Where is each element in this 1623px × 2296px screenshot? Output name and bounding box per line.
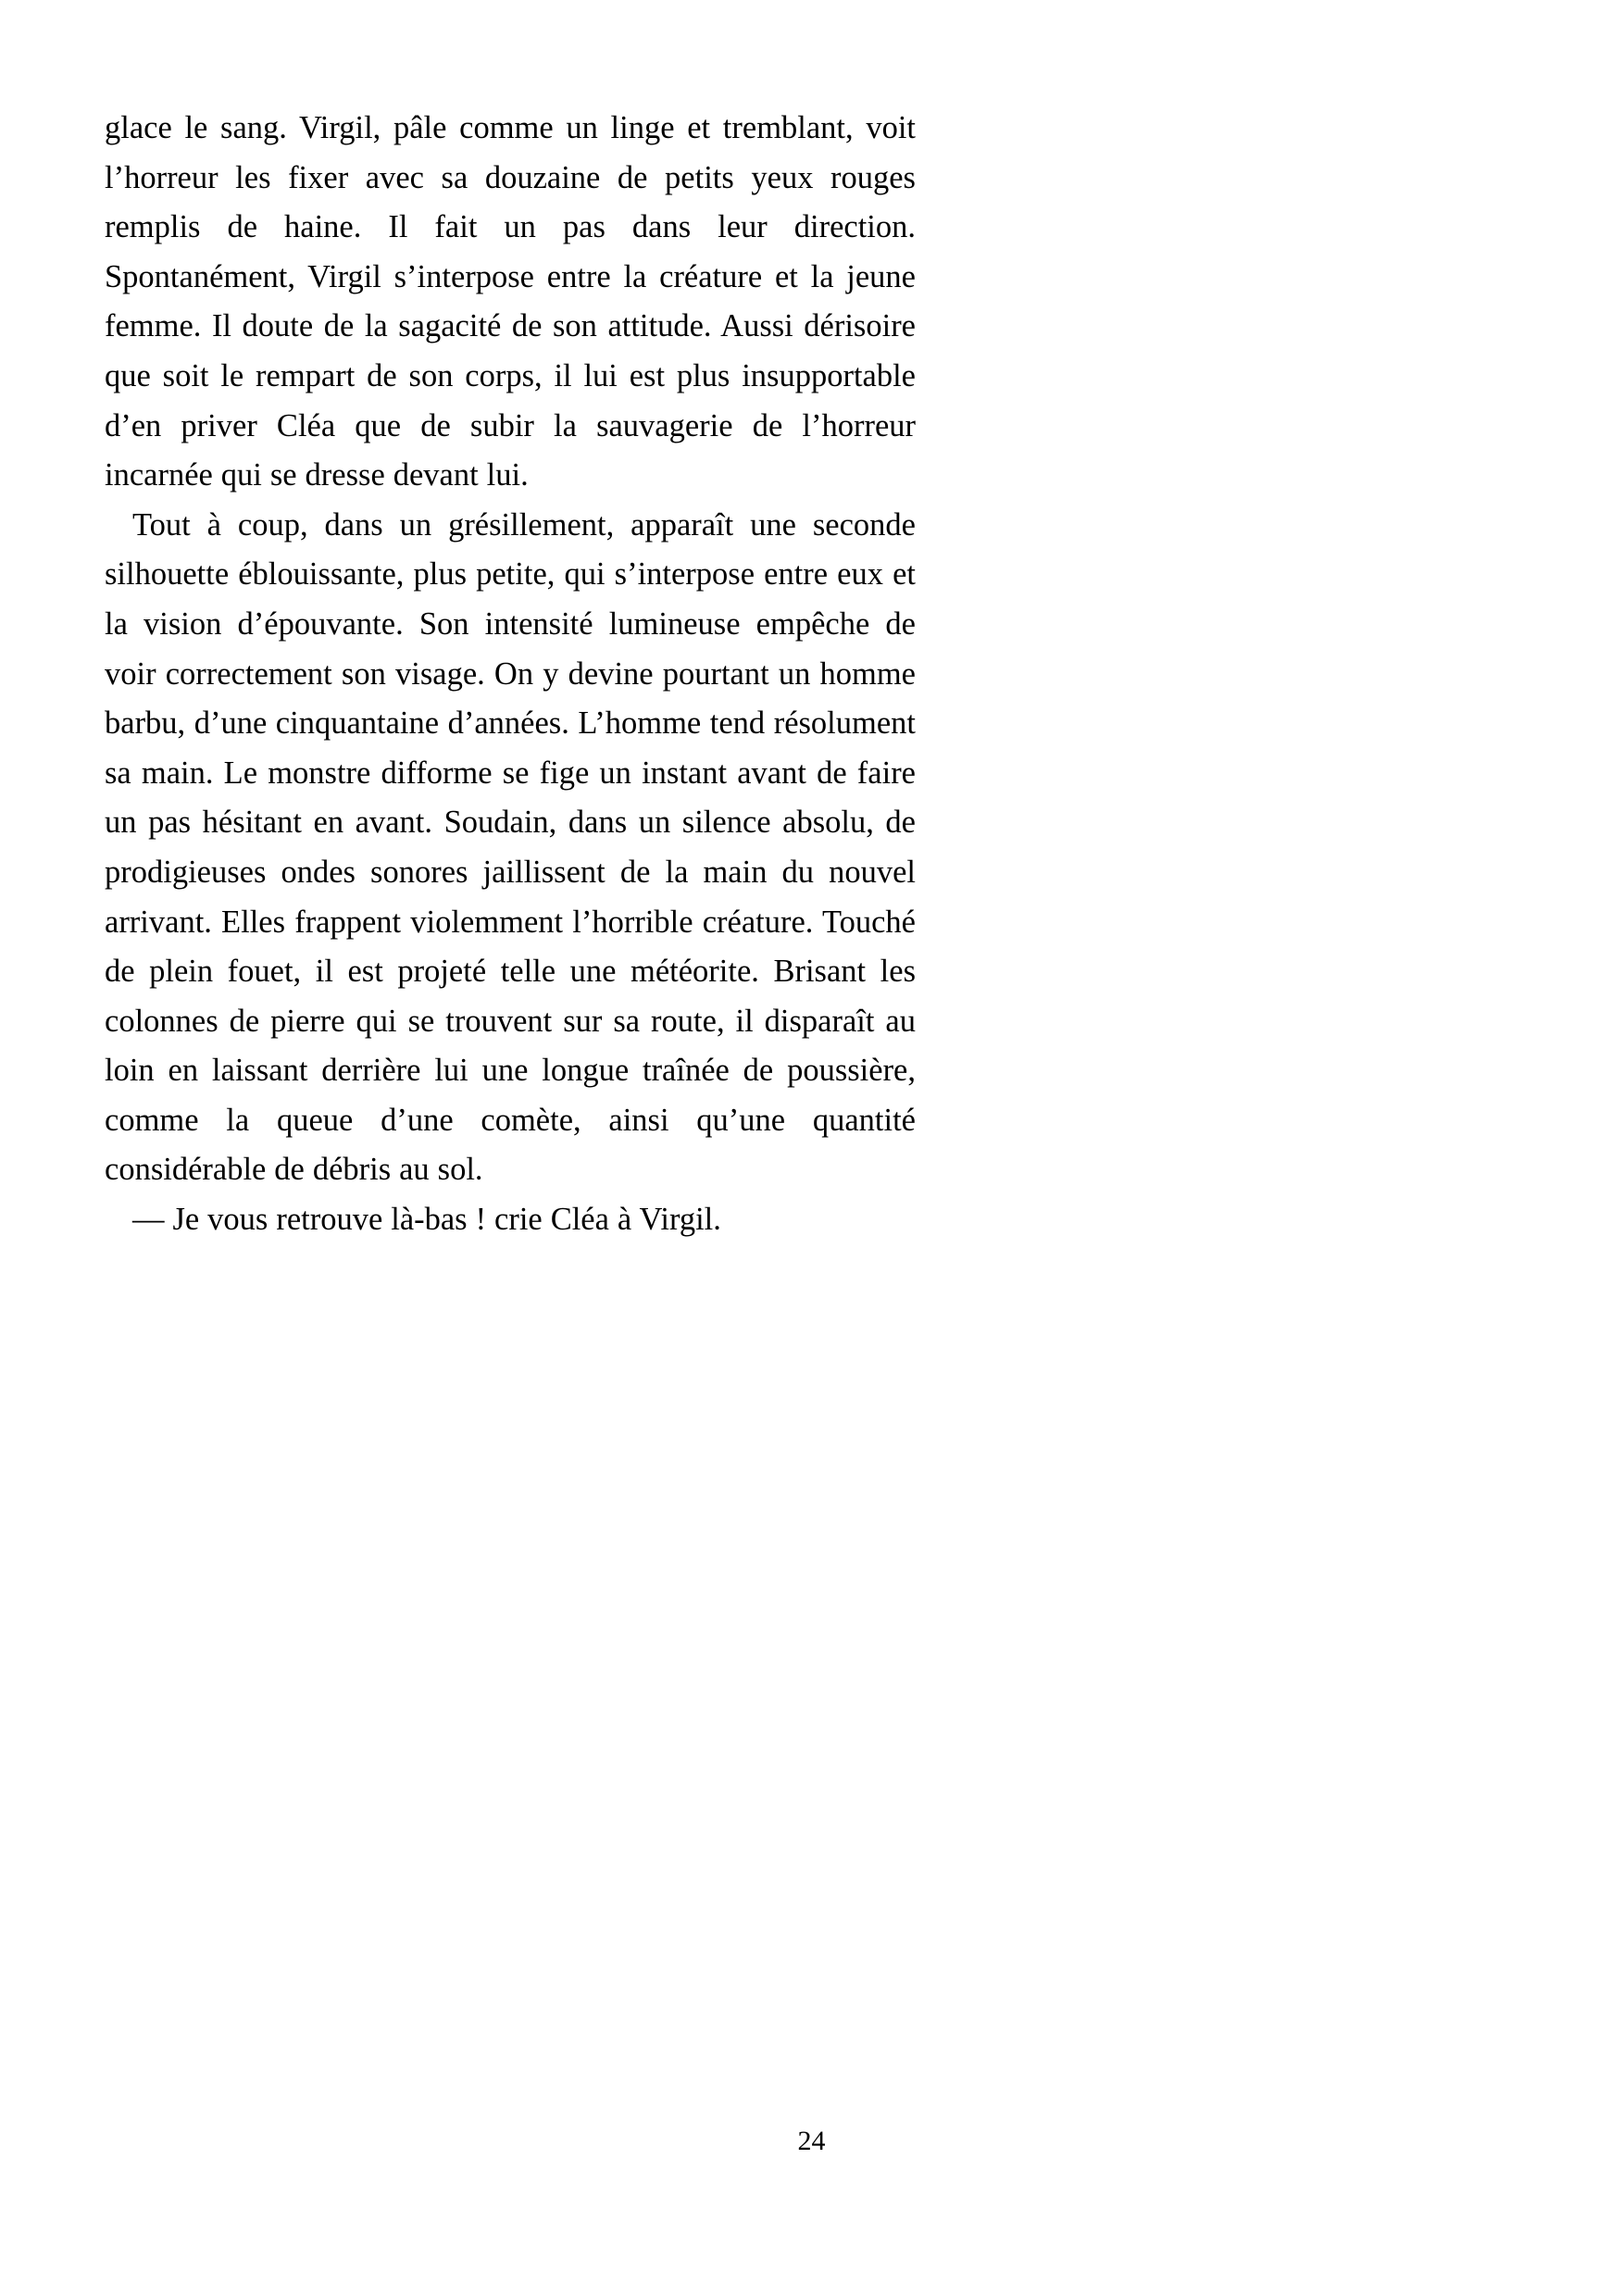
page-number: 24 xyxy=(797,2126,826,2156)
page-text-block xyxy=(105,104,916,1245)
paragraph-dialogue: — Je vous retrouve là-bas ! crie Cléa à Virgil. xyxy=(132,1202,721,1238)
paragraph-continuation: glace le sang. Virgil, pâle comme un linge et tremblant, voit l’horreur les fixer avec sa douzaine de petits yeux rouges remplis de haine. Il fait un pas dans leur direction. Spontanément, Virgil s’interpose entre la créature et la jeune femme. Il doute de la sagacité de son attitude. Aussi dérisoire que soit le rempart de son corps, il lui est plus insupportable d’en priver Cléa que de subir la sauvagerie de l’horreur incarnée qui se dresse devant lui. xyxy=(105,110,916,493)
paragraph-second: Tout à coup, dans un grésillement, apparaît une seconde silhouette éblouissante, plus petite, qui s’interpose entre eux et la vision d’épouvante. Son intensité lumineuse empêche de voir correctement son visage. On y devine pourtant un homme barbu, d’une cinquantaine d’années. L’homme tend résolument sa main. Le monstre difforme se fige un instant avant de faire un pas hésitant en avant. Soudain, dans un silence absolu, de prodigieuses ondes sonores jaillissent de la main du nouvel arrivant. Elles frappent violemment l’horrible créature. Touché de plein fouet, il est projeté telle une météorite. Brisant les colonnes de pierre qui se trouvent sur sa route, il disparaît au loin en laissant derrière lui une longue traînée de poussière, comme la queue d’une comète, ainsi qu’une quantité considérable de débris au sol. xyxy=(105,506,916,1188)
